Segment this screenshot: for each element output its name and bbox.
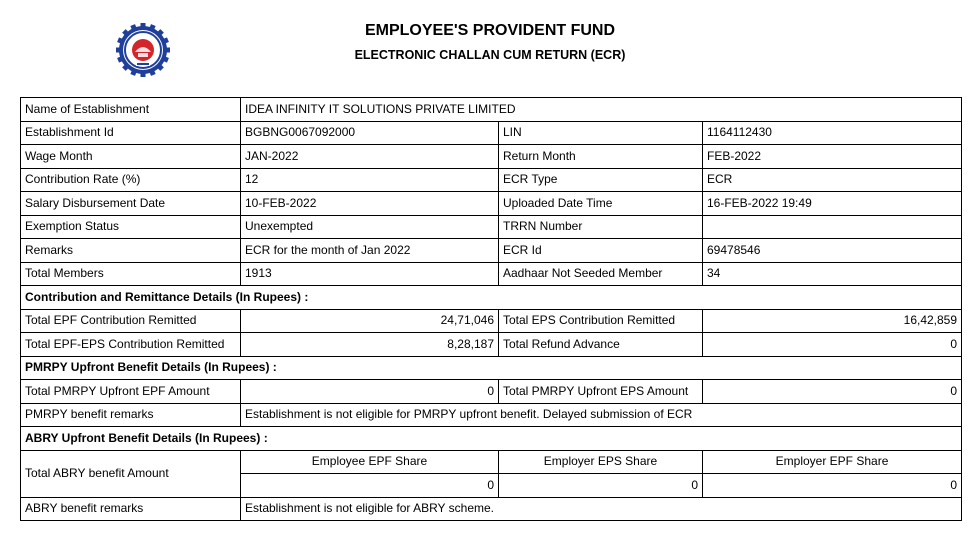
wage-month-label: Wage Month	[21, 145, 241, 169]
table-row	[21, 356, 962, 380]
table-row	[21, 262, 962, 286]
salary-date-label: Salary Disbursement Date	[21, 192, 241, 216]
table-row	[21, 427, 962, 451]
table-row	[21, 145, 962, 169]
establishment-name-label: Name of Establishment	[21, 98, 241, 122]
epfo-logo	[115, 22, 171, 78]
ecr-id-label: ECR Id	[499, 239, 703, 263]
lin-label: LIN	[499, 121, 703, 145]
table-row	[21, 215, 962, 239]
table-row	[21, 309, 962, 333]
salary-date-value: 10-FEB-2022	[241, 192, 499, 216]
establishment-name-value: IDEA INFINITY IT SOLUTIONS PRIVATE LIMITED	[241, 98, 962, 122]
pmrpy-remarks-label: PMRPY benefit remarks	[21, 403, 241, 427]
table-row	[21, 168, 962, 192]
table-row	[21, 121, 962, 145]
epf-eps-contribution-value: 8,28,187	[241, 333, 499, 357]
exemption-value: Unexempted	[241, 215, 499, 239]
table-row	[21, 450, 962, 474]
gear-tooth	[164, 48, 170, 53]
pmrpy-eps-label: Total PMRPY Upfront EPS Amount	[499, 380, 703, 404]
abry-employee-epf-value: 0	[241, 474, 499, 498]
abry-remarks-value: Establishment is not eligible for ABRY scheme.	[241, 497, 962, 521]
establishment-id-value: BGBNG0067092000	[241, 121, 499, 145]
ecr-type-label: ECR Type	[499, 168, 703, 192]
pmrpy-epf-label: Total PMRPY Upfront EPF Amount	[21, 380, 241, 404]
table-row	[21, 98, 962, 122]
refund-advance-value: 0	[703, 333, 962, 357]
table-row	[21, 192, 962, 216]
return-month-value: FEB-2022	[703, 145, 962, 169]
abry-remarks-label: ABRY benefit remarks	[21, 497, 241, 521]
document-subtitle: ELECTRONIC CHALLAN CUM RETURN (ECR)	[354, 48, 626, 62]
contribution-section-title: Contribution and Remittance Details (In Rupees) :	[21, 286, 962, 310]
pmrpy-epf-value: 0	[241, 380, 499, 404]
abry-employer-eps-value: 0	[499, 474, 703, 498]
abry-employer-eps-label: Employer EPS Share	[499, 450, 703, 474]
uploaded-value: 16-FEB-2022 19:49	[703, 192, 962, 216]
abry-employer-epf-value: 0	[703, 474, 962, 498]
ecr-table	[20, 97, 962, 521]
return-month-label: Return Month	[499, 145, 703, 169]
uploaded-label: Uploaded Date Time	[499, 192, 703, 216]
table-row	[21, 333, 962, 357]
gear-tooth	[116, 48, 122, 53]
trrn-label: TRRN Number	[499, 215, 703, 239]
abry-section-title: ABRY Upfront Benefit Details (In Rupees) :	[21, 427, 962, 451]
table-row	[21, 239, 962, 263]
document-title: EMPLOYEE'S PROVIDENT FUND	[364, 22, 616, 39]
aadhaar-value: 34	[703, 262, 962, 286]
table-row	[21, 380, 962, 404]
ecr-id-value: 69478546	[703, 239, 962, 263]
remarks-value: ECR for the month of Jan 2022	[241, 239, 499, 263]
epf-contribution-label: Total EPF Contribution Remitted	[21, 309, 241, 333]
eps-contribution-value: 16,42,859	[703, 309, 962, 333]
epf-contribution-value: 24,71,046	[241, 309, 499, 333]
wage-month-value: JAN-2022	[241, 145, 499, 169]
table-row	[21, 403, 962, 427]
total-members-label: Total Members	[21, 262, 241, 286]
pmrpy-eps-value: 0	[703, 380, 962, 404]
remarks-label: Remarks	[21, 239, 241, 263]
gear-tooth	[141, 71, 146, 77]
ecr-type-value: ECR	[703, 168, 962, 192]
table-row	[21, 497, 962, 521]
establishment-id-label: Establishment Id	[21, 121, 241, 145]
abry-employee-epf-label: Employee EPF Share	[241, 450, 499, 474]
pmrpy-remarks-value: Establishment is not eligible for PMRPY upfront benefit. Delayed submission of ECR	[241, 403, 962, 427]
aadhaar-label: Aadhaar Not Seeded Member	[499, 262, 703, 286]
contribution-rate-value: 12	[241, 168, 499, 192]
gear-tooth	[141, 23, 146, 29]
exemption-label: Exemption Status	[21, 215, 241, 239]
table-row	[21, 286, 962, 310]
abry-employer-epf-label: Employer EPF Share	[703, 450, 962, 474]
lin-value: 1164112430	[703, 121, 962, 145]
abry-amount-label: Total ABRY benefit Amount	[21, 450, 241, 497]
contribution-rate-label: Contribution Rate (%)	[21, 168, 241, 192]
trrn-value	[703, 215, 962, 239]
refund-advance-label: Total Refund Advance	[499, 333, 703, 357]
epf-eps-contribution-label: Total EPF-EPS Contribution Remitted	[21, 333, 241, 357]
total-members-value: 1913	[241, 262, 499, 286]
pmrpy-section-title: PMRPY Upfront Benefit Details (In Rupees) :	[21, 356, 962, 380]
eps-contribution-label: Total EPS Contribution Remitted	[499, 309, 703, 333]
